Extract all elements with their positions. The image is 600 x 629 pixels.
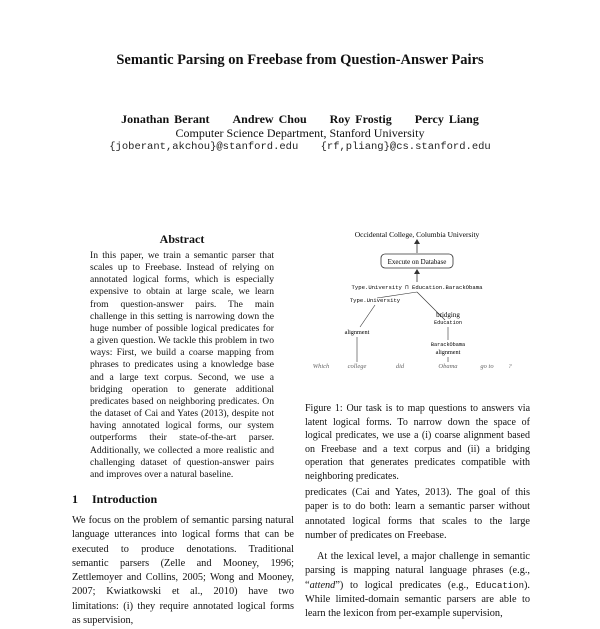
- abstract-heading: Abstract: [159, 232, 205, 246]
- question-word: ?: [508, 363, 512, 370]
- introduction-text: We focus on the problem of semantic parsing natural language utterances into logical forms that can be executed to produce denotations. Traditional semantic parsers (Zelle and Mooney, 1996; Zettlemoyer and Collins, 2005; Wong and Mooney, 2007; Kwiatkowski et al., 2010) have two limitations: (i) they require annotated logical forms as supervision,: [72, 515, 294, 627]
- alignment-label: alignment: [344, 329, 370, 336]
- question-word: go to: [480, 363, 494, 370]
- alignment-label: alignment: [435, 349, 461, 356]
- execute-label: Execute on Database: [387, 258, 447, 266]
- paper-title: Semantic Parsing on Freebase from Question-Answer Pairs: [116, 52, 484, 68]
- abstract-text: In this paper, we train a semantic parser that scales up to Freebase. Instead of relying on annotated logical forms, which is especially expensive to obtain at large scale, we learn from question-answer pairs. The main challenge in this setting is narrowing down the huge number of possible logical predicates for a given question. We tackle this problem in two ways: First, we build a coarse mapping from phrases to predicates using a knowledge base and a large text corpus. Second, we use a bridging operation to generate additional predicates based on neighboring predicates. On the dataset of Cai and Yates (2013), despite not having annotated logical forms, our system outperforms their state-of-the-art parser. Additionally, we collected a more realistic and challenging dataset of question-answer pairs and improves over a natural baseline.: [90, 250, 274, 480]
- text-run: ). While limited-domain semantic parsers are able to learn the lexicon from per-example supervision,: [305, 579, 530, 620]
- text-run: ”) to logical predicates (e.g.,: [335, 579, 476, 591]
- arrow-head: [414, 239, 420, 244]
- question-word: Obama: [438, 363, 458, 370]
- text-run: Education: [475, 580, 524, 591]
- paragraph: [305, 550, 530, 621]
- email-list: [0, 141, 600, 153]
- figure-caption: [305, 402, 530, 484]
- email: {rf,pliang}@cs.stanford.edu: [320, 141, 491, 153]
- author-name: Andrew Chou: [232, 112, 307, 126]
- text-run: At the lexical level, a major challenge in semantic parsing is mapping natural language phrases (e.g., “: [305, 551, 530, 591]
- text-run: attend: [309, 579, 336, 591]
- type-node: Type.University: [349, 297, 401, 304]
- bridging-label: bridging: [436, 311, 460, 319]
- education-node: Education: [433, 320, 463, 326]
- author-list: [0, 112, 600, 127]
- figure-1-diagram: [305, 222, 530, 402]
- caption-text: Our task is to map questions to answers via latent logical forms. To narrow down the space of logical predicates, we use a (i) coarse alignment based on Freebase and a text corpus and (ii) a bridging operation that generates predicates compatible with neighboring predicates.: [305, 403, 531, 482]
- author-name: Roy Frostig: [329, 112, 392, 126]
- logical-form: Type.University ⊓ Education.BarackObama: [351, 284, 483, 291]
- section-title: Introduction: [92, 492, 158, 506]
- author-name: Percy Liang: [414, 112, 479, 126]
- affiliation: Computer Science Department, Stanford University: [175, 126, 425, 140]
- barack-node: BarackObama: [430, 342, 466, 348]
- email: {joberant,akchou}@stanford.edu: [109, 141, 299, 153]
- question-word: college: [347, 363, 367, 370]
- tree-edge: [360, 305, 375, 327]
- question-word: Which: [312, 363, 330, 370]
- arrow-head: [414, 269, 420, 274]
- caption-prefix: Figure 1:: [305, 403, 343, 414]
- section-number: 1: [72, 492, 78, 506]
- right-column-text: [305, 486, 530, 629]
- figure-answer: Occidental College, Columbia University: [354, 230, 480, 239]
- section-heading: [72, 492, 157, 507]
- author-name: Jonathan Berant: [121, 112, 210, 126]
- paragraph: predicates (Cai and Yates, 2013). The goal of this paper is to do both: learn a semantic parser without annotated logical forms that scales to the large number of predicates on Freebase.: [305, 487, 530, 541]
- question-word: did: [395, 363, 405, 370]
